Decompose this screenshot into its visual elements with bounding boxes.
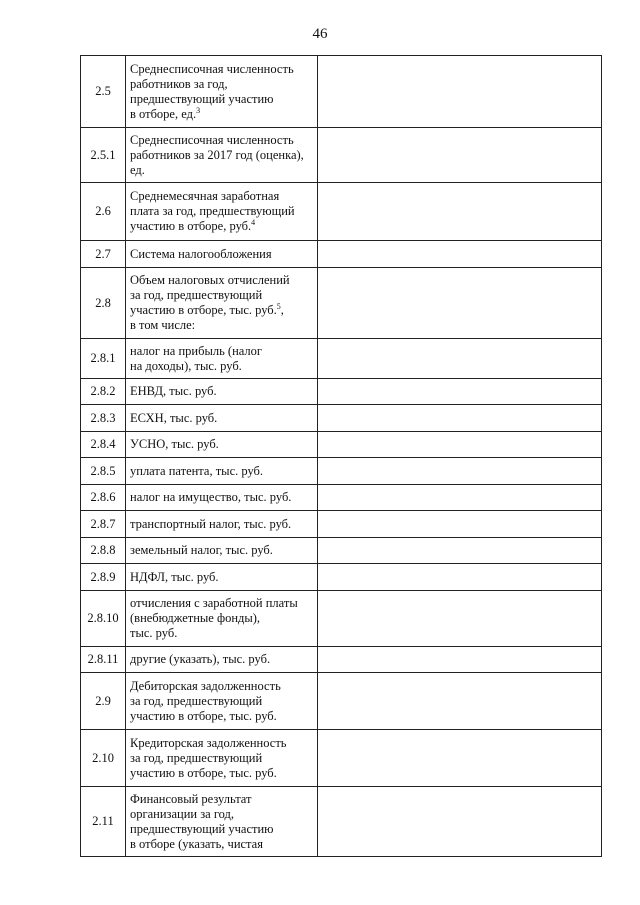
table-row <box>81 458 602 485</box>
footnote-marker: 4 <box>251 218 256 227</box>
row-label-cell <box>126 591 318 647</box>
row-number: 2.8.6 <box>81 485 126 511</box>
row-number: 2.8.7 <box>81 511 126 538</box>
row-label-cell <box>126 458 318 485</box>
footnote-marker: 3 <box>196 105 201 115</box>
row-label: Среднемесячная заработная плата за год, предшествующий участию в отборе, руб. <box>130 189 295 233</box>
row-label: УСНО, тыс. руб. <box>130 437 219 451</box>
row-number: 2.8.3 <box>81 405 126 432</box>
row-number: 2.11 <box>81 787 126 857</box>
row-number: 2.7 <box>81 241 126 268</box>
table-row <box>81 56 602 128</box>
row-label: ЕСХН, тыс. руб. <box>130 410 218 425</box>
table-body <box>81 56 602 857</box>
row-label: Кредиторская задолженность за год, предшествующий участию в отборе, тыс. руб. <box>130 735 287 780</box>
row-label-cell <box>126 673 318 730</box>
row-number: 2.8.5 <box>81 458 126 485</box>
row-label-cell <box>126 241 318 268</box>
row-value-cell[interactable] <box>318 339 602 379</box>
row-value-cell[interactable] <box>318 647 602 673</box>
row-label-cell <box>126 647 318 673</box>
row-number: 2.8.11 <box>81 647 126 673</box>
row-label-cell <box>126 787 318 857</box>
table-row <box>81 673 602 730</box>
row-label: Среднесписочная численность работников за год, предшествующий участию в отборе, ед. <box>130 61 294 121</box>
row-label: Среднесписочная численность работников за 2017 год (оценка), ед. <box>130 132 304 177</box>
row-value-cell[interactable] <box>318 564 602 591</box>
row-label-cell <box>126 730 318 787</box>
row-label: уплата патента, тыс. руб. <box>130 463 264 478</box>
row-label: земельный налог, тыс. руб. <box>130 543 273 557</box>
row-number: 2.8.9 <box>81 564 126 591</box>
table-row <box>81 241 602 268</box>
row-number: 2.8.1 <box>81 339 126 379</box>
row-value-cell[interactable] <box>318 268 602 339</box>
row-label-cell <box>126 405 318 432</box>
table-row <box>81 787 602 857</box>
row-value-cell[interactable] <box>318 673 602 730</box>
row-label: ЕНВД, тыс. руб. <box>130 384 217 398</box>
table-row <box>81 339 602 379</box>
row-value-cell[interactable] <box>318 56 602 128</box>
row-label-cell <box>126 128 318 183</box>
row-number: 2.9 <box>81 673 126 730</box>
row-label: другие (указать), тыс. руб. <box>130 652 271 666</box>
row-value-cell[interactable] <box>318 458 602 485</box>
row-number: 2.10 <box>81 730 126 787</box>
row-value-cell[interactable] <box>318 128 602 183</box>
row-value-cell[interactable] <box>318 405 602 432</box>
row-value-cell[interactable] <box>318 787 602 857</box>
table-row <box>81 511 602 538</box>
row-number: 2.8 <box>81 268 126 339</box>
row-label-cell <box>126 339 318 379</box>
row-value-cell[interactable] <box>318 511 602 538</box>
row-value-cell[interactable] <box>318 379 602 405</box>
table-row <box>81 564 602 591</box>
row-label: налог на прибыль (налог на доходы), тыс. руб. <box>130 343 263 373</box>
page-number: 46 <box>312 26 328 42</box>
table-row <box>81 485 602 511</box>
row-label: транспортный налог, тыс. руб. <box>130 516 292 531</box>
row-value-cell[interactable] <box>318 241 602 268</box>
row-number: 2.8.8 <box>81 538 126 564</box>
row-label-cell <box>126 379 318 405</box>
table-row <box>81 405 602 432</box>
row-number: 2.8.2 <box>81 379 126 405</box>
row-label: Объем налоговых отчислений за год, предшествующий участию в отборе, тыс. руб. <box>130 273 290 317</box>
table-row <box>81 268 602 339</box>
row-label-cell <box>126 538 318 564</box>
row-number: 2.6 <box>81 183 126 241</box>
row-label: Дебиторская задолженность за год, предшествующий участию в отборе, тыс. руб. <box>130 678 281 723</box>
row-number: 2.5 <box>81 56 126 128</box>
table-row <box>81 432 602 458</box>
row-label: отчисления с заработной платы (внебюджетные фонды), тыс. руб. <box>130 596 298 640</box>
row-label: Система налогообложения <box>130 246 272 261</box>
row-label: налог на имущество, тыс. руб. <box>130 490 292 504</box>
table-row <box>81 128 602 183</box>
table-row <box>81 538 602 564</box>
table-row <box>81 183 602 241</box>
row-number: 2.8.10 <box>81 591 126 647</box>
row-number: 2.8.4 <box>81 432 126 458</box>
table-row <box>81 647 602 673</box>
row-value-cell[interactable] <box>318 183 602 241</box>
row-label-cell <box>126 183 318 241</box>
row-label-cell <box>126 564 318 591</box>
row-label-cell <box>126 268 318 339</box>
row-label-cell <box>126 485 318 511</box>
row-label-cell <box>126 511 318 538</box>
row-label: Финансовый результат организации за год, предшествующий участию в отборе (указать, чистая <box>130 791 274 851</box>
row-value-cell[interactable] <box>318 730 602 787</box>
row-number: 2.5.1 <box>81 128 126 183</box>
row-label-cell <box>126 432 318 458</box>
row-label-cell <box>126 56 318 128</box>
row-label-suffix: , в том числе: <box>130 303 284 332</box>
table-row <box>81 379 602 405</box>
footnote-marker: 5 <box>276 302 281 311</box>
row-value-cell[interactable] <box>318 432 602 458</box>
row-label: НДФЛ, тыс. руб. <box>130 569 219 584</box>
form-table <box>80 55 602 857</box>
row-value-cell[interactable] <box>318 485 602 511</box>
table-row <box>81 591 602 647</box>
row-value-cell[interactable] <box>318 591 602 647</box>
row-value-cell[interactable] <box>318 538 602 564</box>
table-row <box>81 730 602 787</box>
